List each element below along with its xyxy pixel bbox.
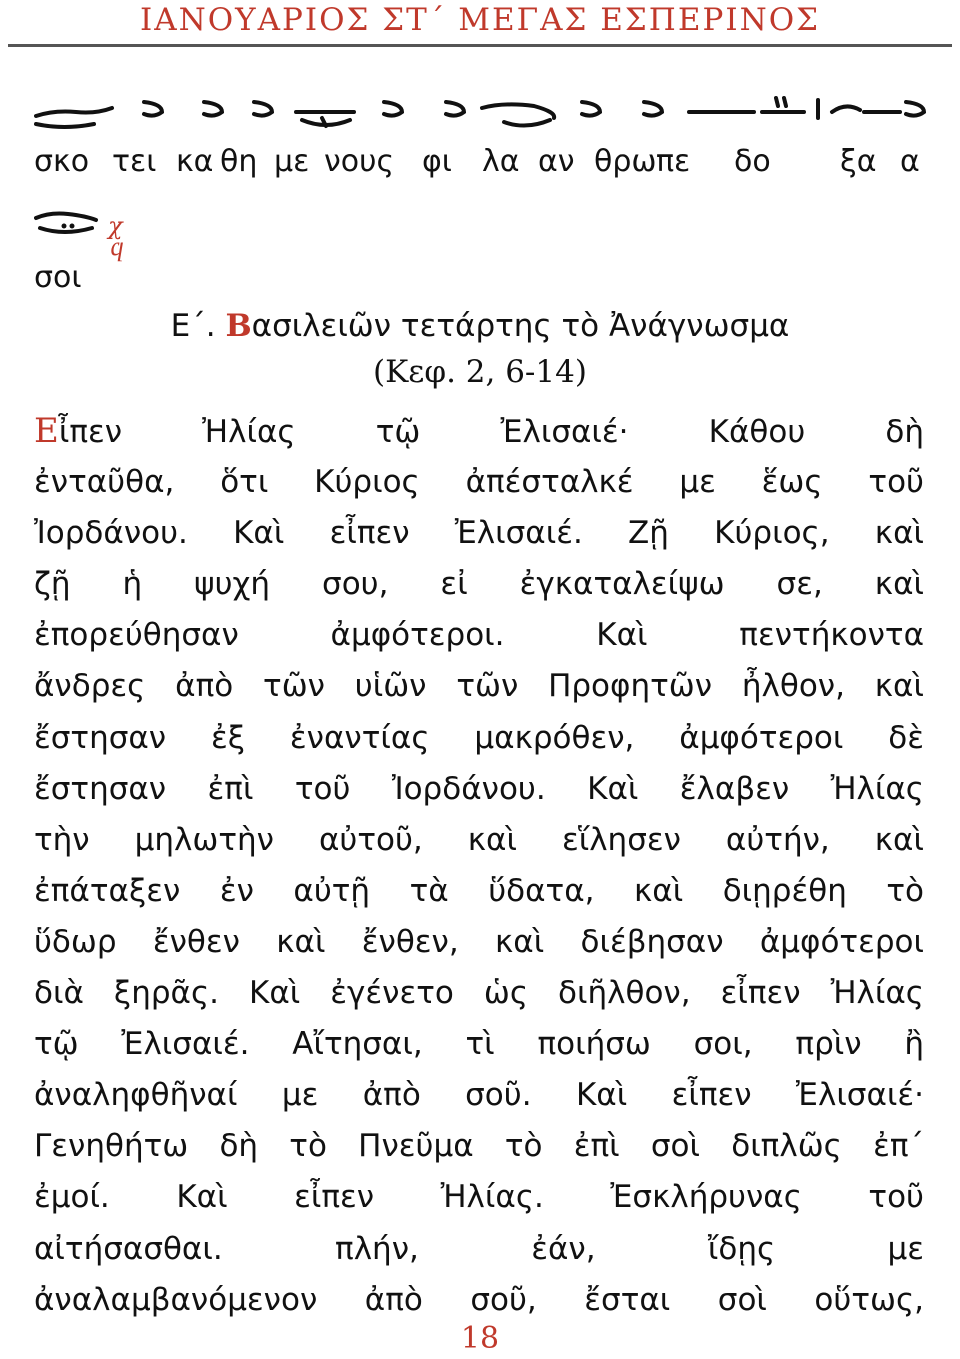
neume-glyph — [582, 102, 600, 116]
syllable-line-1 — [34, 142, 926, 182]
title-initial: Β — [225, 308, 252, 344]
syllable: φι — [422, 144, 452, 179]
neume-glyph — [254, 102, 272, 116]
body-line: τὴν μηλωτὴν αὐτοῦ, καὶ εἵλησεν αὐτήν, καὶ — [34, 821, 924, 858]
syllable: δο — [734, 144, 771, 179]
body-line: ζῇ ἡ ψυχή σου, εἰ ἐγκαταλείψω σε, καὶ — [34, 566, 924, 603]
page-number: 18 — [460, 1321, 500, 1356]
syllable: με — [274, 144, 310, 179]
martyria-letter: χ — [108, 212, 123, 240]
neume-glyph — [644, 102, 662, 116]
syllable: θη — [220, 144, 258, 179]
neume-glyph — [36, 214, 96, 221]
syllable: θρω — [594, 144, 657, 179]
neume-glyph — [384, 102, 402, 116]
body-line: ἔστησαν ἐξ ἐναντίας μακρόθεν, ἀμφότεροι δὲ — [34, 719, 924, 756]
reading-title-prefix: Ε΄. — [170, 308, 226, 344]
body-line: ἐπορεύθησαν ἀμφότεροι. Καὶ πεντήκοντα — [34, 617, 924, 654]
neume-glyph — [504, 120, 550, 126]
syllable: σοι — [34, 260, 82, 295]
body-line: Ἰορδάνου. Καὶ εἶπεν Ἐλισαιέ. Ζῇ Κύριος, καὶ — [34, 515, 924, 552]
body-line: ἀναληφθῆναί με ἀπὸ σοῦ. Καὶ εἶπεν Ἐλισαιέ· — [34, 1077, 924, 1114]
neume-glyph — [144, 102, 162, 116]
body-line: ἐνταῦθα, ὅτι Κύριος ἀπέσταλκέ με ἕως τοῦ — [34, 464, 924, 501]
body-line: αἰτήσασθαι. πλήν, ἐάν, ἴδῃς με — [34, 1230, 924, 1267]
syllable: τει — [112, 144, 157, 179]
syllable: ξα — [840, 144, 877, 179]
body-line: ἔστησαν ἐπὶ τοῦ Ἰορδάνου. Καὶ ἔλαβεν Ἠλίας — [34, 770, 924, 807]
neume-glyph — [482, 104, 554, 118]
neume-glyph — [40, 228, 92, 232]
chapter-reference: (Κεφ. 2, 6-14) — [373, 354, 587, 390]
body-line: ἐμοί. Καὶ εἶπεν Ἠλίας. Ἐσκλήρυνας τοῦ — [34, 1179, 924, 1216]
syllable: σκο — [34, 144, 90, 179]
body-line: διὰ ξηρᾶς. Καὶ ἐγένετο ὡς διῆλθον, εἶπεν Ἠλίας — [34, 975, 924, 1012]
neume-line-2 — [34, 208, 114, 252]
body-line: τῷ Ἐλισαιέ. Αἴτησαι, τὶ ποιήσω σοι, πρὶν ἢ — [34, 1026, 924, 1063]
martyria-sign: ϥ — [110, 238, 124, 268]
neume-glyph — [446, 102, 464, 116]
syllable: κα — [176, 144, 214, 179]
neume-glyph — [36, 124, 94, 127]
body-line: ἀναλαμβανόμενον ἀπὸ σοῦ, ἔσται σοὶ οὕτως, — [34, 1281, 924, 1318]
syllable: λα — [482, 144, 520, 179]
syllable: α — [900, 144, 920, 179]
body-line: ἐπάταξεν ἐν αὐτῇ τὰ ὕδατα, καὶ διῃρέθη τὸ — [34, 872, 924, 909]
reading-body — [34, 406, 924, 1326]
neume-glyph — [204, 102, 222, 116]
body-line: ἄνδρες ἀπὸ τῶν υἱῶν τῶν Προφητῶν ἦλθον, καὶ — [34, 668, 924, 705]
body-line: ὕδωρ ἔνθεν καὶ ἔνθεν, καὶ διέβησαν ἀμφότεροι — [34, 923, 924, 960]
body-line: Εἶπεν Ἠλίας τῷ Ἐλισαιέ· Κάθου δὴ — [34, 411, 924, 451]
reading-title — [0, 304, 960, 348]
neume-glyph — [906, 102, 924, 116]
page-header-title: ΙΑΝΟΥΑΡΙΟΣ ΣΤ΄ ΜΕΓΑΣ ΕΣΠΕΡΙΝΟΣ — [139, 2, 821, 38]
syllable: αν — [538, 144, 575, 179]
neume-glyph — [36, 108, 112, 116]
header-divider — [8, 44, 952, 47]
reading-title-text: ασιλειῶν τετάρτης τὸ Ἀνάγνωσμα — [251, 308, 790, 344]
neume-glyph — [776, 98, 786, 106]
syllable: νους — [324, 144, 395, 179]
drop-cap: Ε — [34, 411, 59, 451]
neume-line-1 — [34, 90, 926, 134]
syllable-line-2 — [34, 258, 154, 298]
body-line: Γενηθήτω δὴ τὸ Πνεῦμα τὸ ἐπὶ σοὶ διπλῶς ἐπ΄ — [34, 1128, 924, 1165]
syllable: πε — [656, 144, 691, 179]
neume-glyph — [832, 106, 860, 112]
